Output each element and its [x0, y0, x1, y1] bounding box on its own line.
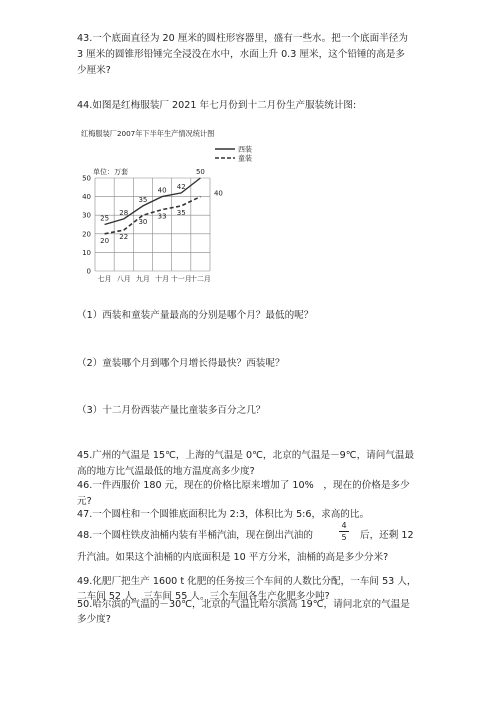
q44-intro: 44.如图是红梅服装厂 2021 年七月份到十二月份生产服装统计图:	[77, 100, 357, 111]
data-label: 20	[100, 236, 110, 245]
q46-line1: 46.一件西服价 180 元，现在的价格比原来增加了 10% ，现在的价格是多少	[77, 480, 410, 491]
y-tick-label: 0	[86, 267, 91, 276]
data-label: 25	[100, 214, 110, 223]
q46-line2: 元?	[77, 496, 92, 507]
data-label: 30	[138, 218, 148, 227]
x-tick-label: 七月	[97, 275, 112, 283]
q43-line1: 43.一个底面直径为 20 厘米的圆柱形容器里，盛有一些水。把一个底面半径为	[77, 33, 408, 44]
q49-line2: 二车间 52 人，三车间 55 人。三个车间各生产化肥多少吨?	[77, 591, 330, 602]
data-label: 42	[176, 182, 186, 191]
data-label: 40	[213, 189, 223, 198]
q45-line2: 高的地方比气温最低的地方温度高多少度?	[77, 466, 255, 477]
data-label: 33	[157, 212, 167, 221]
q48-line1b: 后，还剩 12	[360, 530, 414, 541]
y-tick-label: 50	[82, 174, 91, 183]
data-label: 35	[138, 195, 148, 204]
q48-fraction-denominator: 5	[341, 533, 347, 542]
clothing-production-line-chart	[75, 125, 275, 295]
q44-sub3: （3）十二月份西装产量比童装多百分之几？	[77, 405, 266, 416]
q43-line3: 少厘米?	[77, 65, 111, 76]
legend-label: 西装	[238, 145, 252, 154]
data-label: 40	[157, 186, 167, 195]
q50-line2: 多少度?	[77, 614, 111, 625]
data-label: 35	[176, 208, 186, 217]
q49-line1: 49.化肥厂把生产 1600 t 化肥的任务按三个车间的人数比分配，一车间 53 人，	[77, 576, 417, 587]
x-tick-label: 九月	[135, 275, 150, 283]
q48-line2: 升汽油。如果这个油桶的内底面积是 10 平方分米，油桶的高是多少分米?	[77, 552, 389, 563]
data-label: 28	[119, 208, 129, 217]
legend-label: 童装	[238, 154, 252, 163]
q45-line1: 45.广州的气温是 15℃，上海的气温是 0℃，北京的气温是－9℃，请问气温最	[77, 450, 415, 461]
q44-sub1: （1）西装和童装产量最高的分别是哪个月？最低的呢？	[77, 310, 314, 321]
q48-fraction-numerator: 4	[341, 521, 347, 530]
y-tick-label: 10	[82, 248, 91, 257]
q43-line2: 3 厘米的圆锥形铅锤完全浸没在水中，水面上升 0.3 厘米，这个铅锤的高是多	[77, 49, 405, 60]
data-label: 50	[195, 168, 205, 176]
x-tick-label: 十一月	[170, 275, 192, 283]
chart-title: 红梅服装厂2007年下半年生产情况统计图	[81, 129, 215, 138]
y-tick-label: 20	[82, 230, 91, 239]
x-tick-label: 十月	[155, 275, 170, 283]
q48-fraction	[339, 521, 349, 542]
q47-line1: 47.一个圆柱和一个圆锥底面积比为 2:3，体积比为 5:6，求高的比。	[77, 509, 370, 520]
q48-line1a: 48.一个圆柱铁皮油桶内装有半桶汽油，现在倒出汽油的	[77, 530, 313, 541]
data-label: 22	[119, 233, 129, 242]
x-tick-label: 十二月	[189, 275, 211, 283]
q44-sub2: （2）童装哪个月到哪个月增长得最快？西装呢？	[77, 358, 285, 369]
q50-line1: 50.哈尔滨的气温的－30℃，北京的气温比哈尔滨高 19℃，请问北京的气温是	[77, 599, 410, 610]
y-tick-label: 30	[82, 211, 91, 220]
chart-unit-label: 单位：万套	[93, 168, 128, 176]
y-tick-label: 40	[82, 193, 91, 202]
x-tick-label: 八月	[116, 275, 131, 283]
